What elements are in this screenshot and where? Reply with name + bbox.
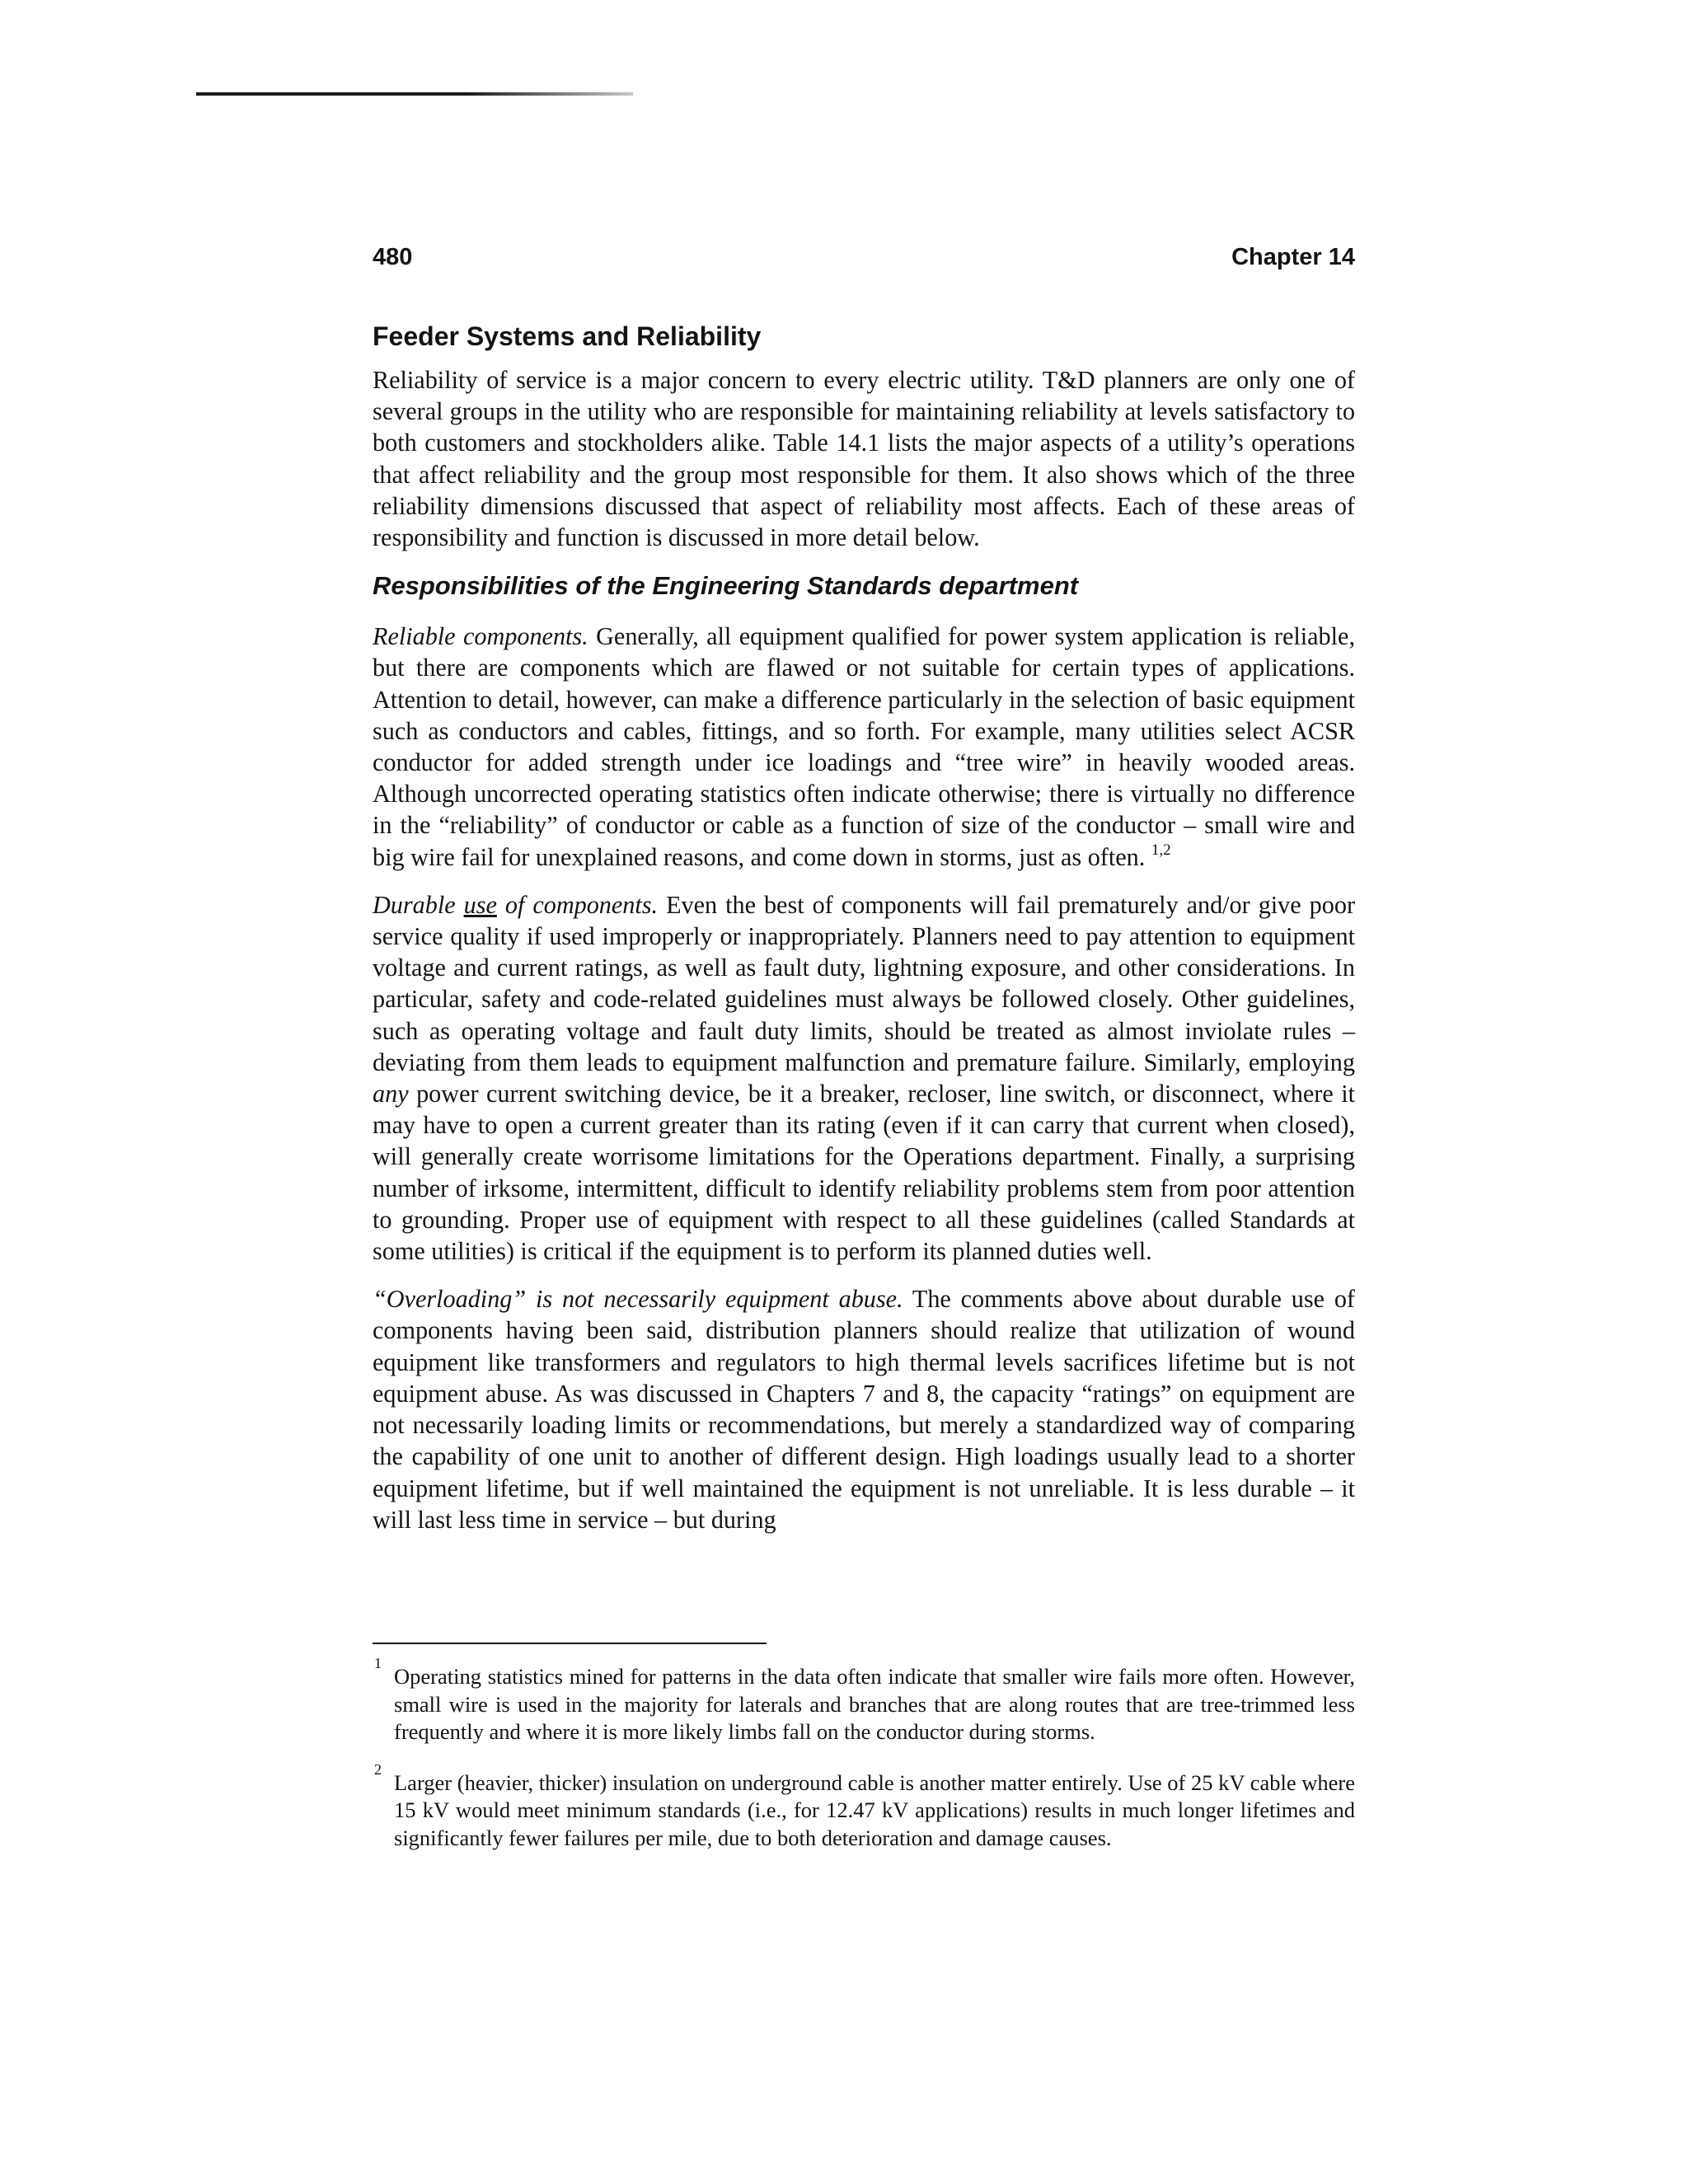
footnote <box>373 1760 1355 1853</box>
run-in-part: Durable <box>373 890 464 919</box>
paragraph-reliable-components <box>373 621 1355 873</box>
footnote-mark: 1 <box>374 1655 382 1671</box>
paragraph-text: Generally, all equipment qualified for power system application is reliable, but there are components which are flawed or not suitable for certain types of applications. Attention to detail, however, can make a difference particularly in the selection of basic equipment such as conductors and cables, fittings, and so forth. For example, many utilities select ACSR conductor for added strength under ice loadings and “tree wire” in heavily wooded areas. Although uncorrected operating statistics often indicate otherwise; there is virtually no difference in the “reliability” of conductor or cable as a function of size of the conductor – small wire and big wire fail for unexplained reasons, and come down in storms, just as often. <box>373 622 1355 871</box>
paragraph-text: power current switching device, be it a breaker, recloser, line switch, or disconnect, where it may have to open a current greater than its rating (even if it can carry that current when closed), will generally create worrisome limitations for the Operations department. Finally, a surprising number of irksome, intermittent, difficult to identify reliability problems stem from poor attention to grounding. Proper use of equipment with respect to all these guidelines (called Standards at some utilities) is critical if the equipment is to perform its planned duties well. <box>373 1080 1355 1266</box>
footnote-text: Operating statistics mined for patterns in the data often indicate that smaller wire fails more often. However, small wire is used in the majority for laterals and branches that are along routes that are tree-trimmed less frequently and where it is more likely limbs fall on the conductor during storms. <box>394 1664 1355 1744</box>
paragraph-overloading <box>373 1283 1355 1535</box>
subsection-title: Responsibilities of the Engineering Standards department <box>373 571 1079 601</box>
footnote-reference: 1,2 <box>1151 841 1171 859</box>
run-in-heading: Reliable components. <box>373 622 588 651</box>
footnote-mark: 2 <box>374 1760 382 1778</box>
running-head <box>373 244 1355 277</box>
section-title: Feeder Systems and Reliability <box>373 321 762 351</box>
run-in-underlined: use <box>463 890 497 919</box>
run-in-heading: “Overloading” is not necessarily equipment abuse. <box>373 1285 903 1314</box>
footnote-rule <box>373 1643 767 1644</box>
footnote-text: Larger (heavier, thicker) insulation on underground cable is another matter entirely. Use of 25 kV cable where 15 kV would meet minimum standards (i.e., for 12.47 kV applications) results in much longer lifetimes and significantly fewer failures per mile, due to both deterioration and damage causes. <box>394 1769 1355 1850</box>
paragraph-text: Even the best of components will fail prematurely and/or give poor service quality if used improperly or inappropriately. Planners need to pay attention to equipment voltage and current ratings, as well as fault duty, lightning exposure, and other considerations. In particular, safety and code-related guidelines must always be followed closely. Other guidelines, such as operating voltage and fault duty limits, should be treated as almost inviolate rules – deviating from them leads to equipment malfunction and premature failure. Similarly, employing <box>373 890 1355 1076</box>
chapter-label: Chapter 14 <box>1231 244 1355 270</box>
page-number: 480 <box>373 244 413 270</box>
run-in-heading <box>373 891 658 919</box>
run-in-part: of components. <box>496 890 659 919</box>
paragraph-durable-use <box>373 889 1355 1267</box>
footnote <box>373 1655 1355 1746</box>
footnotes <box>373 1655 1355 1875</box>
paragraph-text: The comments above about durable use of components having been said, distribution planners should realize that utilization of wound equipment like transformers and regulators to high thermal levels sacrifices lifetime but is not equipment abuse. As was discussed in Chapters 7 and 8, the capacity “ratings” on equipment are not necessarily loading limits or recommendations, but merely a standardized way of comparing the capability of one unit to another of different design. High loadings usually lead to a shorter equipment lifetime, but if well maintained the equipment is not unreliable. It is less durable – it will last less time in service – but during <box>373 1285 1355 1534</box>
body-text <box>373 320 1355 1552</box>
intro-paragraph: Reliability of service is a major concern to every electric utility. T&D planners are only one of several groups in the utility who are responsible for maintaining reliability at levels satisfactory to both customers and stockholders alike. Table 14.1 lists the major aspects of a utility’s operations that affect reliability and the group most responsible for them. It also shows which of the three reliability dimensions discussed that aspect of reliability most affects. Each of these areas of responsibility and function is discussed in more detail below. <box>373 366 1355 552</box>
emphasis: any <box>373 1080 409 1108</box>
top-rule <box>196 92 633 96</box>
